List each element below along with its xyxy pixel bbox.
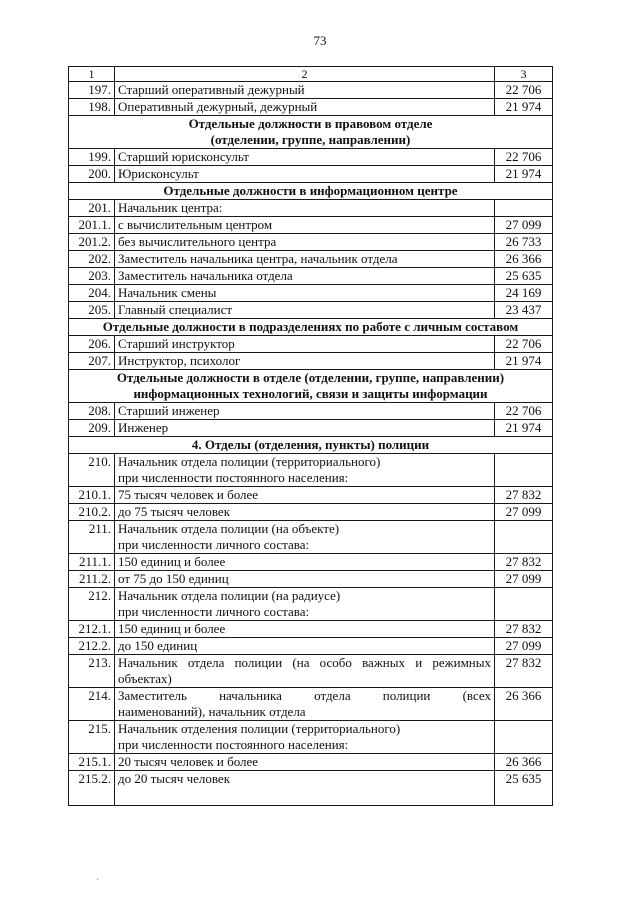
position-title: до 75 тысяч человек — [115, 504, 495, 521]
position-title: Начальник центра: — [115, 200, 495, 217]
position-title — [115, 688, 495, 721]
section-heading — [69, 319, 553, 336]
table-row — [69, 588, 553, 621]
section-heading-line: Отдельные должности в отделе (отделении, группе, направлении) — [116, 370, 505, 385]
position-title: Начальник смены — [115, 285, 495, 302]
salary-value: 21 974 — [495, 353, 553, 370]
row-number: 215.2. — [69, 771, 115, 806]
row-number: 197. — [69, 82, 115, 99]
salary-value: 23 437 — [495, 302, 553, 319]
salary-value: 21 974 — [495, 166, 553, 183]
position-title-line: Заместитель начальника отдела полиции (всех — [118, 688, 491, 703]
position-title-line: Начальник отделения полиции (территориального) — [118, 721, 401, 736]
scan-mark: ` — [96, 878, 100, 889]
section-heading-line: Отдельные должности в информационном центре — [163, 183, 458, 198]
table-row — [69, 251, 553, 268]
table-row — [69, 454, 553, 487]
table-row — [69, 403, 553, 420]
salary-value: 26 366 — [495, 251, 553, 268]
salary-value — [495, 521, 553, 554]
position-title: Оперативный дежурный, дежурный — [115, 99, 495, 116]
position-title: 20 тысяч человек и более — [115, 754, 495, 771]
position-title-line: объектах) — [118, 671, 172, 686]
table-row — [69, 554, 553, 571]
row-number: 215.1. — [69, 754, 115, 771]
position-title: Старший инструктор — [115, 336, 495, 353]
table-row — [69, 200, 553, 217]
salary-value: 21 974 — [495, 420, 553, 437]
row-number: 210.2. — [69, 504, 115, 521]
salary-value: 27 832 — [495, 554, 553, 571]
table-row — [69, 504, 553, 521]
table-row — [69, 655, 553, 688]
position-title — [115, 454, 495, 487]
table-row — [69, 149, 553, 166]
table-row — [69, 638, 553, 655]
salary-value: 26 366 — [495, 754, 553, 771]
table-row — [69, 99, 553, 116]
table-row — [69, 571, 553, 588]
section-heading-line: (отделении, группе, направлении) — [210, 132, 411, 147]
row-number: 210. — [69, 454, 115, 487]
row-number: 209. — [69, 420, 115, 437]
row-number: 206. — [69, 336, 115, 353]
column-header-salary: 3 — [495, 67, 553, 82]
salary-value: 27 832 — [495, 655, 553, 688]
section-heading-line: информационных технологий, связи и защиты информации — [133, 386, 488, 401]
salary-value: 25 635 — [495, 771, 553, 806]
row-number: 214. — [69, 688, 115, 721]
row-number: 212.2. — [69, 638, 115, 655]
section-heading-line: Отдельные должности в правовом отделе — [188, 116, 433, 131]
salary-value: 25 635 — [495, 268, 553, 285]
row-number: 205. — [69, 302, 115, 319]
position-title — [115, 588, 495, 621]
row-number: 213. — [69, 655, 115, 688]
salary-value: 21 974 — [495, 99, 553, 116]
salary-value: 22 706 — [495, 403, 553, 420]
row-number: 198. — [69, 99, 115, 116]
table-row — [69, 166, 553, 183]
salary-value — [495, 721, 553, 754]
table-row — [69, 336, 553, 353]
position-title: с вычислительным центром — [115, 217, 495, 234]
position-title — [115, 521, 495, 554]
row-number: 212. — [69, 588, 115, 621]
position-title-line: при численности личного состава: — [118, 604, 310, 619]
row-number: 212.1. — [69, 621, 115, 638]
salary-value: 22 706 — [495, 336, 553, 353]
position-title: до 150 единиц — [115, 638, 495, 655]
section-heading — [69, 437, 553, 454]
position-title: до 20 тысяч человек — [115, 771, 495, 806]
position-title: 150 единиц и более — [115, 621, 495, 638]
row-number: 215. — [69, 721, 115, 754]
position-title — [115, 655, 495, 688]
position-title-line: Начальник отдела полиции (территориального) — [118, 454, 381, 469]
section-heading-row — [69, 183, 553, 200]
position-title-line: при численности постоянного населения: — [118, 737, 349, 752]
position-title: Старший юрисконсульт — [115, 149, 495, 166]
salary-value: 22 706 — [495, 149, 553, 166]
row-number: 204. — [69, 285, 115, 302]
position-title: Старший оперативный дежурный — [115, 82, 495, 99]
salary-value: 27 099 — [495, 638, 553, 655]
column-header-position: 2 — [115, 67, 495, 82]
table-row — [69, 754, 553, 771]
section-heading-row — [69, 437, 553, 454]
position-title-line: при численности личного состава: — [118, 537, 310, 552]
row-number: 200. — [69, 166, 115, 183]
row-number: 211.2. — [69, 571, 115, 588]
table-row — [69, 82, 553, 99]
position-title: Инструктор, психолог — [115, 353, 495, 370]
position-title: 150 единиц и более — [115, 554, 495, 571]
salary-value — [495, 588, 553, 621]
table-body — [69, 67, 553, 806]
salary-value — [495, 454, 553, 487]
salary-table — [68, 66, 553, 806]
salary-value: 26 733 — [495, 234, 553, 251]
section-heading-row — [69, 370, 553, 403]
salary-value: 26 366 — [495, 688, 553, 721]
section-heading-row — [69, 319, 553, 336]
row-number: 199. — [69, 149, 115, 166]
section-heading — [69, 116, 553, 149]
salary-value — [495, 200, 553, 217]
row-number: 203. — [69, 268, 115, 285]
table-row — [69, 268, 553, 285]
row-number: 202. — [69, 251, 115, 268]
table-row — [69, 217, 553, 234]
position-title: Заместитель начальника центра, начальник отдела — [115, 251, 495, 268]
table-row — [69, 285, 553, 302]
position-title: без вычислительного центра — [115, 234, 495, 251]
row-number: 208. — [69, 403, 115, 420]
salary-value: 27 099 — [495, 504, 553, 521]
position-title-line: Начальник отдела полиции (на объекте) — [118, 521, 340, 536]
section-heading-line: Отдельные должности в подразделениях по работе с личным составом — [102, 319, 519, 334]
position-title: Главный специалист — [115, 302, 495, 319]
row-number: 201. — [69, 200, 115, 217]
table-row — [69, 353, 553, 370]
position-title: Старший инженер — [115, 403, 495, 420]
row-number: 211.1. — [69, 554, 115, 571]
salary-value: 27 099 — [495, 571, 553, 588]
section-heading — [69, 370, 553, 403]
position-title-line: Начальник отдела полиции (на радиусе) — [118, 588, 341, 603]
row-number: 201.1. — [69, 217, 115, 234]
position-title-line: при численности постоянного населения: — [118, 470, 349, 485]
position-title-line: Начальник отдела полиции (на особо важных и режимных — [118, 655, 491, 670]
column-header-number: 1 — [69, 67, 115, 82]
table-row — [69, 771, 553, 806]
section-heading — [69, 183, 553, 200]
position-title: от 75 до 150 единиц — [115, 571, 495, 588]
salary-value: 22 706 — [495, 82, 553, 99]
row-number: 207. — [69, 353, 115, 370]
salary-value: 24 169 — [495, 285, 553, 302]
position-title: Инженер — [115, 420, 495, 437]
position-title: 75 тысяч человек и более — [115, 487, 495, 504]
salary-value: 27 832 — [495, 487, 553, 504]
page-number: 73 — [313, 33, 327, 48]
section-heading-row — [69, 116, 553, 149]
row-number: 211. — [69, 521, 115, 554]
table-row — [69, 234, 553, 251]
salary-value: 27 832 — [495, 621, 553, 638]
row-number: 210.1. — [69, 487, 115, 504]
position-title: Заместитель начальника отдела — [115, 268, 495, 285]
position-title — [115, 721, 495, 754]
position-title: Юрисконсульт — [115, 166, 495, 183]
table-header-row — [69, 67, 553, 82]
table-row — [69, 688, 553, 721]
section-heading-line: 4. Отделы (отделения, пункты) полиции — [191, 437, 430, 452]
table-row — [69, 487, 553, 504]
salary-value: 27 099 — [495, 217, 553, 234]
table-row — [69, 302, 553, 319]
table-row — [69, 721, 553, 754]
table-row — [69, 521, 553, 554]
table-row — [69, 420, 553, 437]
position-title-line: наименований), начальник отдела — [118, 704, 306, 719]
row-number: 201.2. — [69, 234, 115, 251]
table-row — [69, 621, 553, 638]
